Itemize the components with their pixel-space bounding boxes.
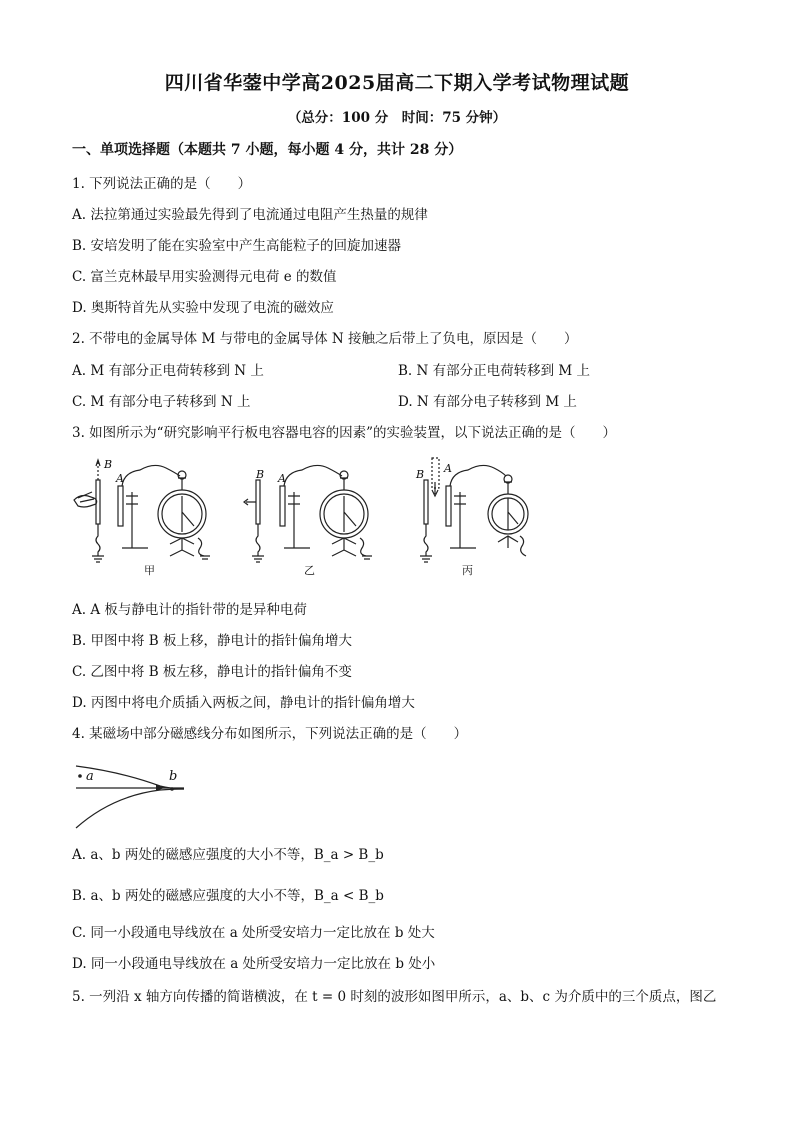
q1-option-c: C. 富兰克林最早用实验测得元电荷 e 的数值 [72, 269, 337, 285]
label-a-bing: A [444, 462, 452, 475]
q5-stem: 5. 一列沿 x 轴方向传播的简谐横波，在 t = 0 时刻的波形如图甲所示，a、b、c 为介质中的三个质点，图乙 [72, 989, 717, 1005]
q3-option-c: C. 乙图中将 B 板左移，静电计的指针偏角不变 [72, 664, 352, 680]
exam-title: 四川省华蓥中学高2025届高二下期入学考试物理试题 [164, 72, 630, 94]
label-b-bing: B [416, 468, 425, 481]
q4-stem: 4. 某磁场中部分磁感线分布如图所示，下列说法正确的是（ ） [72, 726, 468, 742]
q4-option-d: D. 同一小段通电导线放在 a 处所受安培力一定比放在 b 处小 [72, 956, 436, 972]
q4-option-a: A. a、b 两处的磁感应强度的大小不等，B_a > B_b [72, 847, 384, 863]
q2-option-d: D. N 有部分电子转移到 M 上 [398, 394, 577, 410]
capacitor-experiment-figure [70, 452, 530, 582]
exam-subtitle: （总分：100 分 时间：75 分钟） [287, 110, 507, 126]
q2-option-c: C. M 有部分电子转移到 N 上 [72, 394, 251, 410]
q1-stem: 1. 下列说法正确的是（ ） [72, 176, 252, 192]
q1-option-d: D. 奥斯特首先从实验中发现了电流的磁效应 [72, 300, 334, 316]
q4-option-b: B. a、b 两处的磁感应强度的大小不等，B_a < B_b [72, 888, 384, 904]
q2-option-a: A. M 有部分正电荷转移到 N 上 [72, 363, 264, 379]
q3-option-b: B. 甲图中将 B 板上移，静电计的指针偏角增大 [72, 633, 353, 649]
magnetic-field-lines-figure [72, 760, 192, 832]
section-heading: 一、单项选择题（本题共 7 小题，每小题 4 分，共计 28 分） [72, 142, 463, 158]
label-a-jia: A [116, 472, 124, 485]
q3-option-d: D. 丙图中将电介质插入两板之间，静电计的指针偏角增大 [72, 695, 415, 711]
q1-option-a: A. 法拉第通过实验最先得到了电流通过电阻产生热量的规律 [72, 207, 428, 223]
q3-option-a: A. A 板与静电计的指针带的是异种电荷 [72, 602, 307, 618]
label-bing: 丙 [462, 564, 473, 577]
q3-stem: 3. 如图所示为“研究影响平行板电容器电容的因素”的实验装置，以下说法正确的是（ ） [72, 425, 616, 441]
q4-option-c: C. 同一小段通电导线放在 a 处所受安培力一定比放在 b 处大 [72, 925, 435, 941]
q1-option-b: B. 安培发明了能在实验室中产生高能粒子的回旋加速器 [72, 238, 402, 254]
q2-option-b: B. N 有部分正电荷转移到 M 上 [398, 363, 591, 379]
label-b-jia: B [104, 458, 113, 471]
label-a-yi: A [278, 472, 286, 485]
point-a-label: a [86, 769, 94, 784]
point-b-label: b [169, 769, 178, 784]
label-b-yi: B [256, 468, 265, 481]
label-yi: 乙 [304, 564, 315, 577]
label-jia: 甲 [144, 564, 155, 577]
q2-stem: 2. 不带电的金属导体 M 与带电的金属导体 N 接触之后带上了负电，原因是（ ） [72, 331, 578, 347]
